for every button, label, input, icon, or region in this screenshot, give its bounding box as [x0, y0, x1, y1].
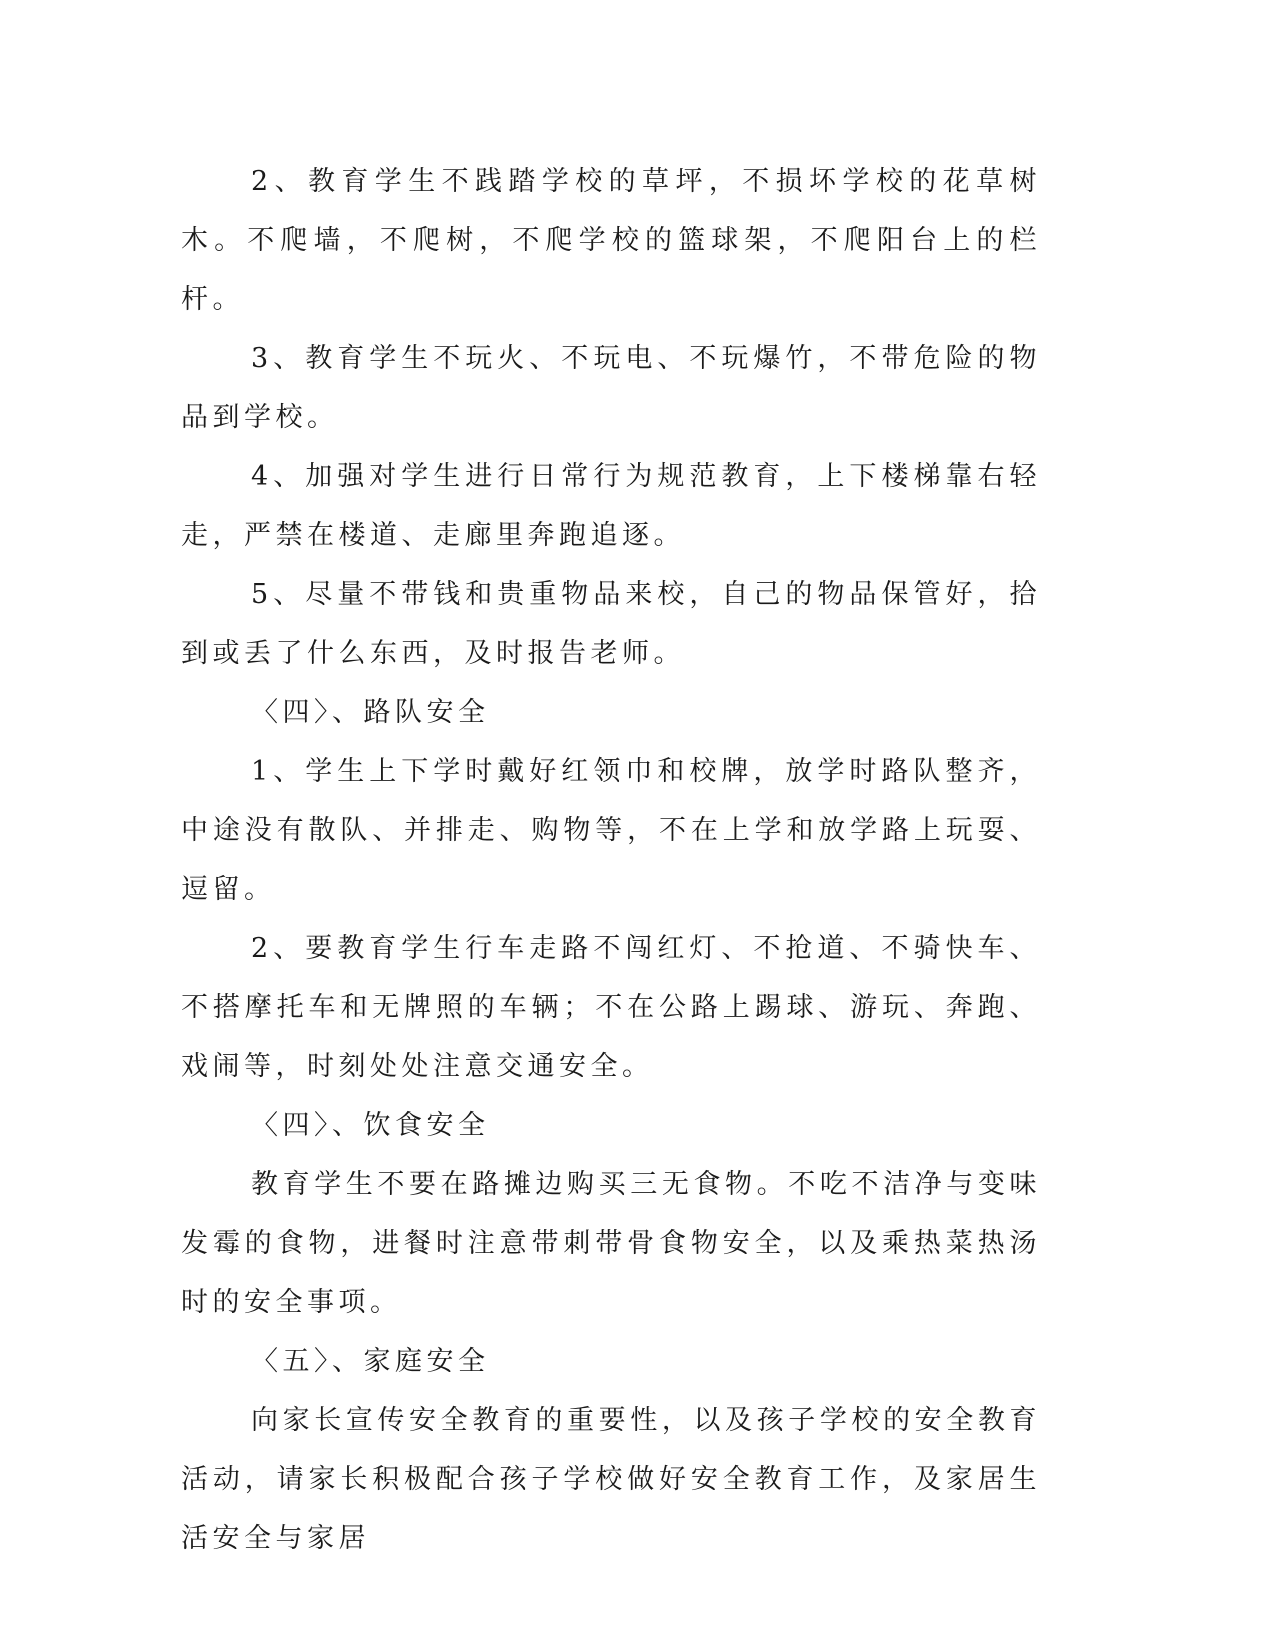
paragraph-item-3-fire: 3、教育学生不玩火、不玩电、不玩爆竹，不带危险的物品到学校。: [181, 343, 1041, 433]
paragraph-route-1: 1、学生上下学时戴好红领巾和校牌，放学时路队整齐，中途没有散队、并排走、购物等，不在上学和放学路上玩耍、逗留。: [181, 756, 1041, 905]
document-body: [181, 152, 1041, 1568]
paragraph-home-safety: 向家长宣传安全教育的重要性，以及孩子学校的安全教育活动，请家长积极配合孩子学校做好安全教育工作，及家居生活安全与家居: [181, 1405, 1041, 1554]
paragraph-item-2-campus: 2、教育学生不践踏学校的草坪，不损坏学校的花草树木。不爬墙，不爬树，不爬学校的篮球架，不爬阳台上的栏杆。: [181, 166, 1041, 315]
paragraph-item-4-behavior: 4、加强对学生进行日常行为规范教育，上下楼梯靠右轻走，严禁在楼道、走廊里奔跑追逐。: [181, 461, 1041, 551]
section-heading-route-safety: 〈四〉、路队安全: [251, 697, 490, 728]
section-heading-home-safety: 〈五〉、家庭安全: [251, 1346, 490, 1377]
paragraph-route-2: 2、要教育学生行车走路不闯红灯、不抢道、不骑快车、不搭摩托车和无牌照的车辆；不在公路上踢球、游玩、奔跑、戏闹等，时刻处处注意交通安全。: [181, 933, 1041, 1082]
paragraph-food-safety: 教育学生不要在路摊边购买三无食物。不吃不洁净与变味发霉的食物，进餐时注意带刺带骨食物安全，以及乘热菜热汤时的安全事项。: [181, 1169, 1041, 1318]
paragraph-item-5-valuables: 5、尽量不带钱和贵重物品来校，自己的物品保管好，拾到或丢了什么东西，及时报告老师。: [181, 579, 1041, 669]
section-heading-food-safety: 〈四〉、饮食安全: [251, 1110, 490, 1141]
